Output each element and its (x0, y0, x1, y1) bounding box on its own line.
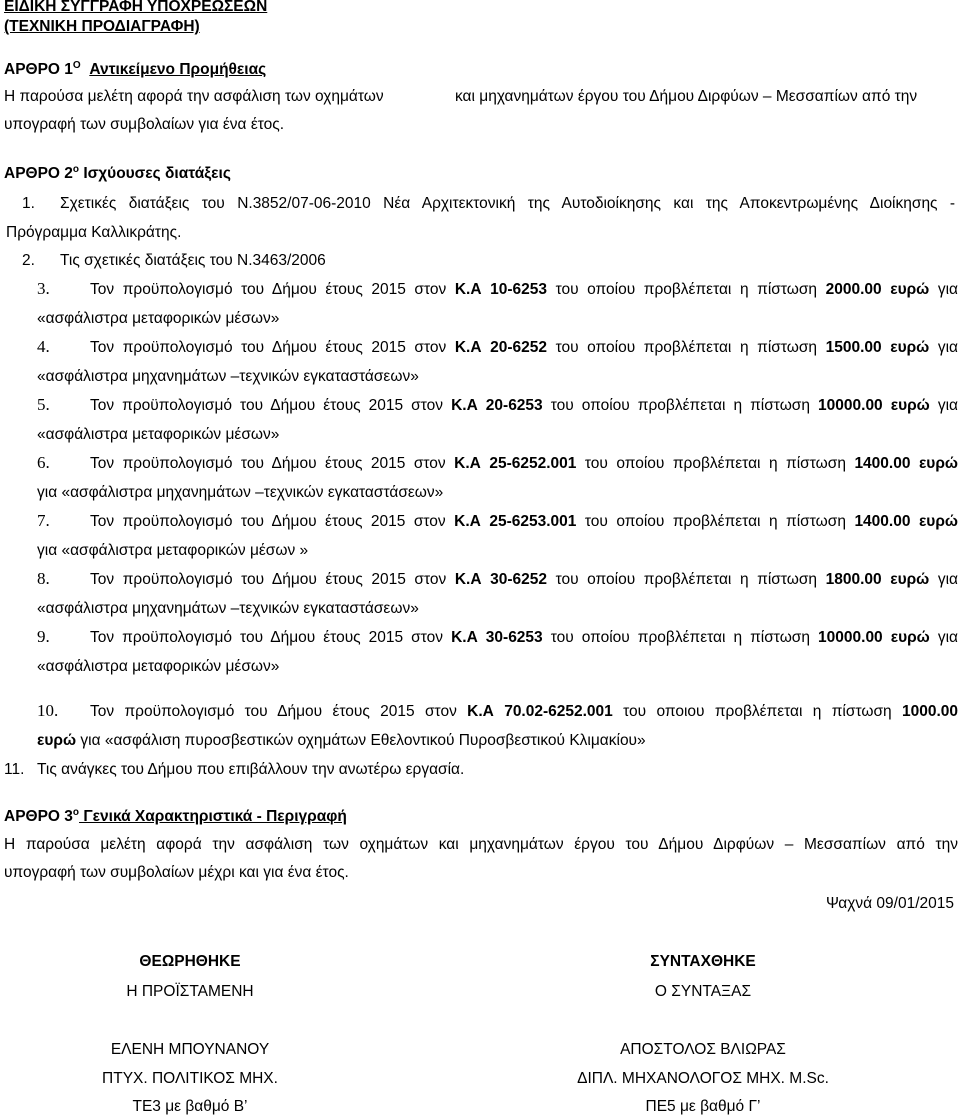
item-1-word: της (527, 195, 550, 212)
article-1-text-b: και μηχανημάτων έργου του Δήμου Διρφύων – Μεσσαπίων από την (455, 88, 918, 105)
budget-item-amount: 1400.00 (854, 513, 911, 530)
article-1-text-a: Η παρούσα μελέτη αφορά την ασφάλιση των οχημάτων (4, 88, 384, 105)
budget-item-line1 (90, 513, 958, 531)
budget-item-prefix: Τον προϋπολογισμό του Δήμου έτους 2015 στον (90, 339, 447, 356)
sig-left-title: ΠΤΥΧ. ΠΟΛΙΤΙΚΟΣ ΜΗΧ. (102, 1070, 278, 1087)
budget-item-amount: 1800.00 (825, 571, 882, 588)
budget-item-line1 (90, 397, 958, 415)
item-10-line1 (90, 703, 958, 721)
place-date: Ψαχνά 09/01/2015 (825, 895, 954, 912)
item-2-text: Τις σχετικές διατάξεις του Ν.3463/2006 (60, 252, 326, 269)
budget-item-euro: ευρώ (890, 397, 930, 414)
item-10-code: Κ.Α 70.02-6252.001 (467, 703, 613, 720)
item-10-line2-rest: για «ασφάλιση πυροσβεστικών οχημάτων Εθελοντικού Πυροσβεστικού Κλιμακίου» (76, 732, 646, 749)
budget-item-mid: του οποίου προβλέπεται η πίστωση (584, 455, 846, 472)
budget-item-line1 (90, 281, 958, 299)
budget-item-mid: του οποίου προβλέπεται η πίστωση (550, 397, 810, 414)
budget-item-line2: «ασφάλιστρα μεταφορικών μέσων» (37, 658, 280, 675)
budget-item-for: για (937, 629, 958, 646)
budget-item-line2: «ασφάλιστρα μεταφορικών μέσων» (37, 426, 280, 443)
budget-item-line2: για «ασφάλιστρα μηχανημάτων –τεχνικών εγκαταστάσεων» (37, 484, 444, 501)
budget-item-amount: 2000.00 (825, 281, 882, 298)
budget-item-euro: ευρώ (918, 455, 959, 472)
budget-item-prefix: Τον προϋπολογισμό του Δήμου έτους 2015 στον (90, 281, 447, 298)
sig-left-name: ΕΛΕΝΗ ΜΠΟΥΝΑΝΟΥ (110, 1041, 270, 1058)
item-1-word: του (201, 195, 225, 212)
budget-item-euro: ευρώ (890, 339, 930, 356)
budget-item-line1 (90, 339, 958, 357)
item-1-word: της (705, 195, 728, 212)
item-1-word: διατάξεις (128, 195, 190, 212)
sig-right-label: ΣΥΝΤΑΧΘΗΚΕ (650, 953, 756, 970)
budget-item-number: 5. (37, 395, 50, 414)
budget-item-prefix: Τον προϋπολογισμό του Δήμου έτους 2015 στον (90, 513, 446, 530)
budget-item-number: 3. (37, 279, 50, 298)
item-10-number: 10. (37, 701, 59, 720)
budget-item-number: 9. (37, 627, 50, 646)
item-1-word: - (949, 195, 956, 212)
item-1-word: και (673, 195, 694, 212)
budget-item-code: Κ.Α 30-6252 (454, 571, 547, 588)
item-1-word: Ν.3852/07-06-2010 (237, 195, 371, 212)
article-1-heading (4, 60, 266, 79)
sig-right-name: ΑΠΟΣΤΟΛΟΣ ΒΛΙΩΡΑΣ (620, 1041, 786, 1058)
item-1-word: Αρχιτεκτονική (421, 195, 516, 212)
document-title: ΕΙΔΙΚΗ ΣΥΓΓΡΑΦΗ ΥΠΟΧΡΕΩΣΕΩΝ (4, 0, 268, 15)
budget-item-for: για (937, 571, 959, 588)
budget-item-mid: του οποίου προβλέπεται η πίστωση (550, 629, 810, 646)
budget-item-amount: 10000.00 (818, 397, 883, 414)
item-11-number: 11. (4, 761, 25, 778)
budget-item-mid: του οποίου προβλέπεται η πίστωση (555, 571, 818, 588)
sig-left-role: Η ΠΡΟΪΣΤΑΜΕΝΗ (126, 983, 254, 1000)
item-10-euro: ευρώ (37, 732, 77, 749)
budget-item-mid: του οποίου προβλέπεται η πίστωση (555, 339, 818, 356)
item-1-line1 (60, 195, 955, 213)
item-2-number: 2. (22, 252, 35, 269)
article-3-heading-prefix: ΑΡΘΡΟ 3 (4, 808, 73, 825)
article-2-heading-prefix: ΑΡΘΡΟ 2 (4, 165, 73, 182)
budget-item-code: Κ.Α 20-6253 (451, 397, 543, 414)
budget-item-number: 6. (37, 453, 50, 472)
budget-item-number: 8. (37, 569, 50, 588)
budget-item-for: για (937, 339, 959, 356)
item-1-word: Διοίκησης (869, 195, 938, 212)
item-10-prefix: Τον προϋπολογισμό του Δήμου έτους 2015 στον (90, 703, 457, 720)
budget-item-for: για (937, 397, 958, 414)
item-11-text: Τις ανάγκες του Δήμου που επιβάλλουν την ανωτέρω εργασία. (37, 761, 465, 778)
article-2-heading-sup: ο (72, 164, 80, 175)
sig-right-role: Ο ΣΥΝΤΑΞΑΣ (654, 983, 752, 1000)
budget-item-code: Κ.Α 20-6252 (454, 339, 547, 356)
article-2-heading-title: Ισχύουσες διατάξεις (79, 165, 231, 182)
budget-item-mid: του οποίου προβλέπεται η πίστωση (555, 281, 818, 298)
budget-item-code: Κ.Α 30-6253 (451, 629, 543, 646)
budget-item-mid: του οποίου προβλέπεται η πίστωση (584, 513, 846, 530)
budget-item-euro: ευρώ (890, 629, 930, 646)
budget-item-line1 (90, 455, 958, 473)
item-1-word: Αποκεντρωμένης (739, 195, 859, 212)
item-1-line2: Πρόγραμμα Καλλικράτης. (6, 224, 182, 241)
budget-item-prefix: Τον προϋπολογισμό του Δήμου έτους 2015 στον (90, 455, 446, 472)
sig-right-title: ΔΙΠΛ. ΜΗΧΑΝΟΛΟΓΟΣ ΜΗΧ. M.Sc. (577, 1070, 829, 1087)
sig-left-grade: ΤΕ3 με βαθμό Β’ (132, 1098, 248, 1115)
item-10-amount: 1000.00 (901, 703, 959, 720)
budget-item-euro: ευρώ (890, 571, 930, 588)
article-1-heading-title: Αντικείμενο Προμήθειας (89, 61, 267, 78)
budget-item-line2: «ασφάλιστρα μεταφορικών μέσων» (37, 310, 280, 327)
budget-item-line1 (90, 571, 958, 589)
article-1-heading-sup: Ο (72, 60, 81, 71)
item-10-mid: του οποιου προβλέπεται η πίστωση (623, 703, 892, 720)
article-3-heading-sup: ο (72, 807, 80, 818)
budget-item-amount: 1400.00 (854, 455, 911, 472)
budget-item-prefix: Τον προϋπολογισμό του Δήμου έτους 2015 στον (90, 571, 447, 588)
budget-item-amount: 1500.00 (825, 339, 882, 356)
item-1-word: Αυτοδιοίκησης (561, 195, 662, 212)
article-3-heading (4, 807, 347, 826)
item-10-line2 (37, 732, 646, 750)
budget-item-number: 4. (37, 337, 50, 356)
budget-item-line2: «ασφάλιστρα μηχανημάτων –τεχνικών εγκαταστάσεων» (37, 600, 419, 617)
item-1-word: Σχετικές (60, 195, 117, 212)
sig-right-grade: ΠΕ5 με βαθμό Γ’ (645, 1098, 761, 1115)
budget-item-line2: για «ασφάλιστρα μεταφορικών μέσων » (37, 542, 309, 559)
article-1-heading-prefix: ΑΡΘΡΟ 1 (4, 61, 73, 78)
article-3-line2: υπογραφή των συμβολαίων μέχρι και για ένα έτος. (4, 864, 349, 881)
budget-item-amount: 10000.00 (818, 629, 883, 646)
article-1-text-line2: υπογραφή των συμβολαίων για ένα έτος. (4, 116, 285, 133)
budget-item-line1 (90, 629, 958, 647)
budget-item-code: Κ.Α 10-6253 (454, 281, 547, 298)
budget-item-code: Κ.Α 25-6252.001 (454, 455, 577, 472)
article-3-line1: Η παρούσα μελέτη αφορά την ασφάλιση των οχημάτων και μηχανημάτων έργου του Δήμου Διρφύων – Μεσσαπίων από την (4, 836, 958, 853)
article-3-heading-title: Γενικά Χαρακτηριστικά - Περιγραφή (79, 808, 347, 825)
article-2-heading (4, 164, 231, 183)
budget-item-code: Κ.Α 25-6253.001 (454, 513, 577, 530)
document-subtitle: (ΤΕΧΝΙΚΗ ΠΡΟΔΙΑΓΡΑΦΗ) (4, 18, 200, 35)
budget-item-for: για (937, 281, 959, 298)
item-1-number: 1. (22, 195, 35, 212)
budget-item-prefix: Τον προϋπολογισμό του Δήμου έτους 2015 στον (90, 629, 444, 646)
budget-item-prefix: Τον προϋπολογισμό του Δήμου έτους 2015 στον (90, 397, 444, 414)
item-1-word: Νέα (383, 195, 411, 212)
sig-left-label: ΘΕΩΡΗΘΗΚΕ (139, 953, 241, 970)
budget-item-number: 7. (37, 511, 50, 530)
budget-item-euro: ευρώ (890, 281, 930, 298)
budget-item-line2: «ασφάλιστρα μηχανημάτων –τεχνικών εγκαταστάσεων» (37, 368, 419, 385)
budget-item-euro: ευρώ (918, 513, 959, 530)
